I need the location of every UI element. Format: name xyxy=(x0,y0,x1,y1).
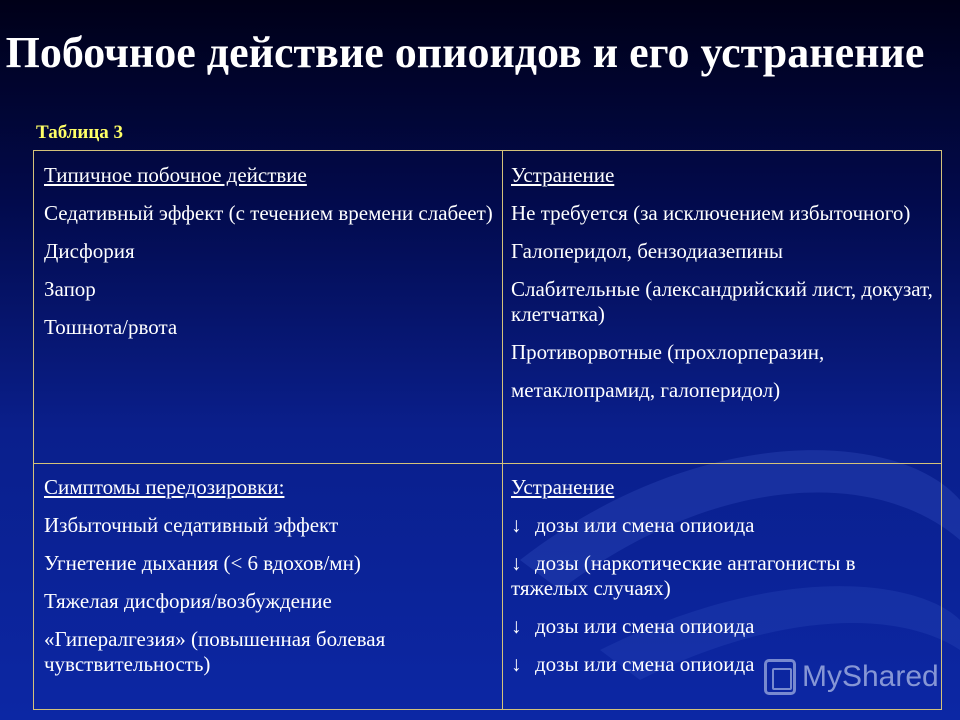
list-item: ↓ дозы или смена опиоида xyxy=(511,652,755,676)
list-item: Галоперидол, бензодиазепины xyxy=(511,239,784,263)
list-item: Противорвотные (прохлорперазин, xyxy=(511,340,825,364)
table-row-divider xyxy=(34,463,941,464)
down-arrow-icon: ↓ xyxy=(511,614,522,638)
list-item: «Гипералгезия» (повышенная болевая чувствительность) xyxy=(44,627,386,676)
cell-overdose-symptoms xyxy=(44,475,494,690)
list-item: ↓ дозы или смена опиоида xyxy=(511,513,755,537)
list-item: Не требуется (за исключением избыточного) xyxy=(511,201,911,225)
list-item: Слабительные (александрийский лист, докузат, клетчатка) xyxy=(511,277,933,326)
list-item: Седативный эффект (с течением времени слабеет) xyxy=(44,201,493,225)
list-item: Угнетение дыхания (< 6 вдохов/мн) xyxy=(44,551,361,575)
table-column-divider xyxy=(502,151,503,709)
myshared-logo-icon xyxy=(764,659,796,695)
cell-typical-side-effects xyxy=(44,163,494,353)
cell-header: Устранение xyxy=(511,475,615,499)
cell-header: Типичное побочное действие xyxy=(44,163,307,187)
down-arrow-icon: ↓ xyxy=(511,513,522,537)
table-label: Таблица 3 xyxy=(36,122,124,143)
down-arrow-icon: ↓ xyxy=(511,551,522,575)
cell-side-effects-treatment xyxy=(511,163,936,416)
cell-header: Симптомы передозировки: xyxy=(44,475,285,499)
list-item: ↓ дозы (наркотические антагонисты в тяжелых случаях) xyxy=(511,551,856,600)
list-item: Избыточный седативный эффект xyxy=(44,513,339,537)
list-item: метаклопрамид, галоперидол) xyxy=(511,378,781,402)
list-item: ↓ дозы или смена опиоида xyxy=(511,614,755,638)
watermark-text: MyShared xyxy=(802,660,939,693)
side-effects-table xyxy=(33,150,942,710)
down-arrow-icon: ↓ xyxy=(511,652,522,676)
list-item: Тошнота/рвота xyxy=(44,315,178,339)
list-item: Тяжелая дисфория/возбуждение xyxy=(44,589,332,613)
slide-title: Побочное действие опиоидов и его устранение xyxy=(5,28,925,77)
watermark xyxy=(764,654,939,700)
cell-header: Устранение xyxy=(511,163,615,187)
list-item: Запор xyxy=(44,277,96,301)
list-item: Дисфория xyxy=(44,239,135,263)
